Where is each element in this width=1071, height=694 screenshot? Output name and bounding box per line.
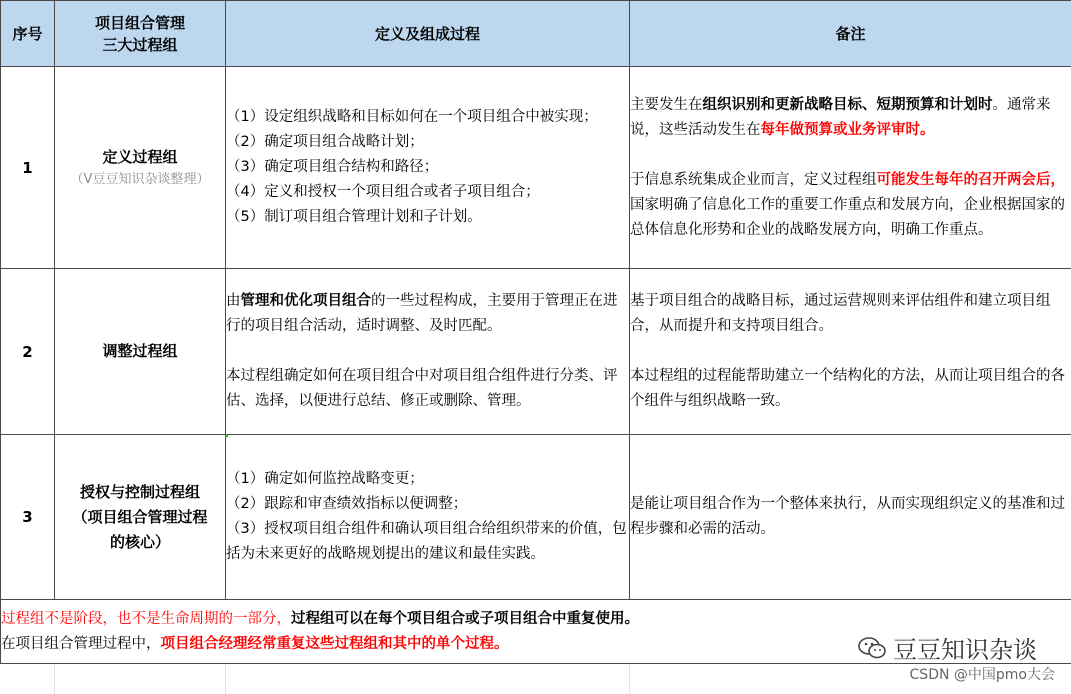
group-subtitle: （项目组合管理过程	[72, 507, 208, 526]
definition-cell	[226, 67, 630, 269]
definition-text: 的一些过程构成，主要用于管理正在进行的项目组合活动，适时调整、及时匹配。	[226, 293, 618, 334]
footer-red-text: 项目组合经理经常重复这些过程组和其中的单个过程。	[160, 635, 509, 652]
footer-line-1	[1, 607, 1071, 632]
group-subtitle: 的核心）	[109, 532, 170, 551]
definition-item: （3）授权项目组合组件和确认项目组合给组织带来的价值，包括为未来更好的战略规划提出的建议和最佳实践。	[226, 521, 627, 562]
wechat-icon	[857, 636, 887, 660]
header-group	[55, 1, 226, 67]
notes-cell	[630, 67, 1071, 269]
notes-text: 主要发生在	[630, 96, 703, 113]
watermark-brand	[857, 630, 1037, 665]
definition-cell	[226, 435, 630, 600]
notes-cell	[630, 269, 1071, 435]
header-group-line2: 三大过程组	[102, 35, 178, 54]
notes-text: 于信息系统集成企业而言，定义过程组	[630, 171, 877, 188]
definition-paragraph	[226, 289, 629, 339]
notes-text: 国家明确了信息化工作的重要工作重点和发展方向，企业根据国家的总体信息化形势和企业的战略发展方向，明确工作重点。	[630, 196, 1065, 238]
definition-cell	[226, 269, 630, 435]
sheet-gridline	[629, 664, 630, 694]
definition-item: （3）确定项目组合结构和路径；	[226, 159, 439, 175]
header-definition: 定义及组成过程	[226, 1, 630, 67]
notes-paragraph: 本过程组的过程能帮助建立一个结构化的方法，从而让项目组合的各个组件与组织战略一致。	[630, 368, 1065, 409]
watermark-text: （V豆豆知识杂谈整理）	[70, 172, 210, 187]
notes-cell: 是能让项目组合作为一个整体来执行，从而实现组织定义的基准和过程步骤和必需的活动。	[630, 435, 1071, 600]
table-row	[1, 67, 1071, 269]
table-row	[1, 435, 1071, 600]
sheet-gridline	[225, 664, 226, 694]
row-number: 2	[1, 269, 55, 435]
credit-text: CSDN @中国pmo大会	[909, 667, 1055, 683]
footer-red-text: 过程组不是阶段，也不是生命周期的一部分，	[1, 610, 291, 627]
brand-text: 豆豆知识杂谈	[893, 636, 1037, 664]
definition-bold: 管理和优化项目组合	[240, 293, 371, 309]
notes-bold: 组织识别和更新战略目标、短期预算和计划时	[702, 96, 993, 113]
sheet-gridline	[54, 664, 55, 694]
definition-item: （2）跟踪和审查绩效指标以便调整；	[226, 496, 468, 512]
table-row	[1, 269, 1071, 435]
notes-paragraph	[630, 93, 1071, 143]
footer-bold-text: 过程组可以在每个项目组合或子项目组合中重复使用。	[291, 610, 639, 627]
row-number: 3	[1, 435, 55, 600]
header-num: 序号	[1, 1, 55, 67]
notes-text: 。通常来说，这些活动发生在	[630, 96, 1051, 138]
footer-text: 在项目组合管理过程中，	[1, 635, 161, 652]
notes-red: 可能发生每年的召开两会后，	[876, 171, 1065, 188]
notes-paragraph	[630, 168, 1071, 243]
group-name: 定义过程组	[102, 148, 178, 166]
header-row	[1, 1, 1071, 67]
definition-item: （2）确定项目组合战略计划；	[226, 134, 424, 150]
group-name: 授权与控制过程组	[79, 482, 200, 501]
group-name: 调整过程组	[55, 269, 226, 435]
header-group-line1: 项目组合管理	[94, 13, 185, 32]
definition-item: （1）确定如何监控战略变更；	[226, 471, 424, 487]
definition-text: 由	[226, 293, 241, 309]
definition-item: （1）设定组织战略和目标如何在一个项目组合中被实现；	[226, 109, 598, 125]
notes-paragraph: 基于项目组合的战略目标，通过运营规则来评估组件和建立项目组合，从而提升和支持项目组合。	[630, 293, 1051, 334]
definition-item: （5）制订项目组合管理计划和子计划。	[226, 209, 482, 225]
row-number: 1	[1, 67, 55, 269]
definition-paragraph: 本过程组确定如何在项目组合中对项目组合组件进行分类、评估、选择，以便进行总结、修正或删除、管理。	[226, 368, 618, 409]
definition-item: （4）定义和授权一个项目组合或者子项目组合；	[226, 184, 540, 200]
cell-marker	[225, 434, 228, 437]
group-name-cell	[55, 67, 226, 269]
header-notes: 备注	[630, 1, 1071, 67]
group-name-cell	[55, 435, 226, 600]
notes-red: 每年做预算或业务评审时。	[760, 121, 935, 138]
